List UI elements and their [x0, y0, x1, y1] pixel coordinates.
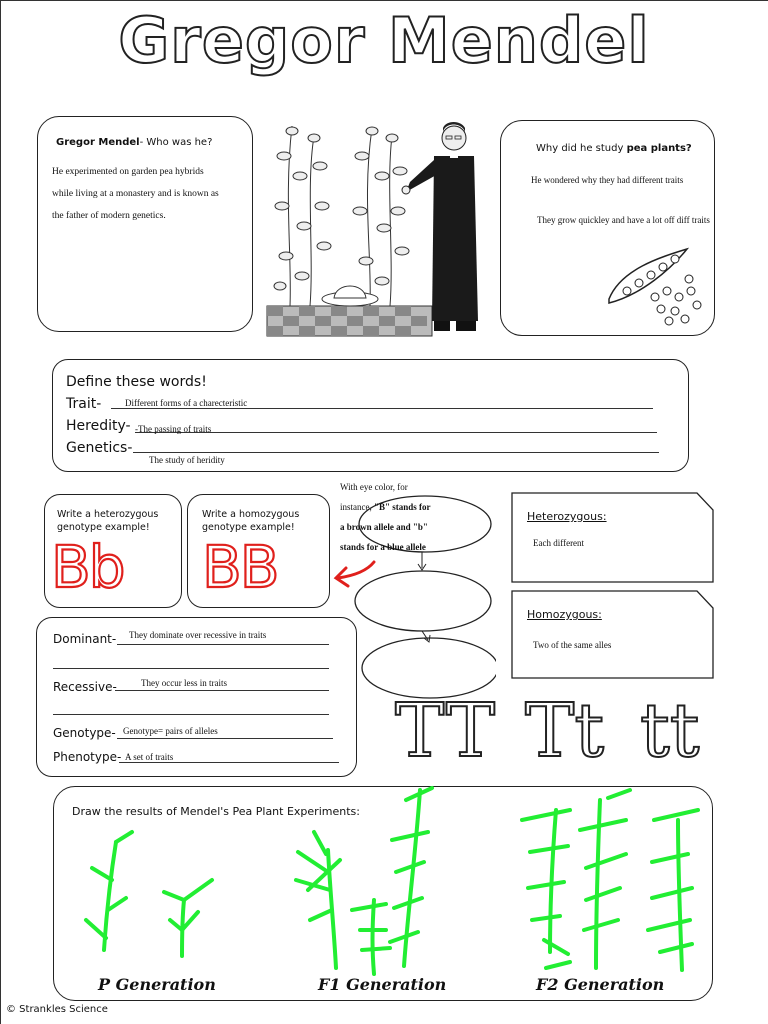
trait-line [111, 408, 653, 409]
hetero-example-box [44, 494, 182, 608]
genetics-answer: The study of heridity [149, 455, 225, 465]
homozygous-card-shape [511, 590, 715, 680]
genetics-line [133, 452, 659, 453]
genotype-label: Genotype- [53, 726, 116, 740]
heterozygous-answer: Each different [533, 538, 585, 548]
phenotype-label: Phenotype- [53, 750, 122, 764]
pea-pod-icon [601, 239, 709, 329]
heredity-label: Heredity- [66, 418, 131, 434]
genotype-answer: Genotype= pairs of alleles [123, 726, 218, 736]
p-generation-drawing [86, 832, 212, 956]
recessive-label: Recessive- [53, 680, 117, 694]
f1-generation-drawing [296, 788, 432, 974]
why-heading-bold: pea plants? [626, 143, 692, 154]
genotype-tt-dominant: TT [395, 688, 496, 774]
dominant-label: Dominant- [53, 632, 117, 646]
pea-plant-right [353, 127, 409, 306]
dominant-line-2 [53, 668, 329, 669]
homo-example-box [187, 494, 330, 608]
heredity-line [135, 432, 657, 433]
green-plant-drawings [60, 780, 710, 980]
homozygous-answer: Two of the same alles [533, 640, 612, 650]
dominant-line [117, 644, 329, 645]
phenotype-answer: A set of traits [125, 752, 174, 762]
why-answer-2: They grow quickley and have a lot off diff traits [537, 215, 710, 225]
recessive-answer: They occur less in traits [141, 678, 227, 688]
hetero-prompt-1: Write a heterozygous [57, 509, 159, 520]
who-heading-rest: - Who was he? [139, 137, 213, 148]
terms-box [36, 617, 357, 777]
genetics-label: Genetics- [66, 440, 133, 456]
eye-color-line-4: stands for a blue allele [340, 542, 426, 552]
genotype-tt-hetero: Tt [525, 688, 605, 774]
trait-label: Trait- [66, 396, 102, 412]
who-line-3: the father of modern genetics. [52, 211, 166, 221]
eye-color-line-2b: "B" stands for [374, 502, 431, 512]
homozygous-heading: Homozygous: [527, 608, 602, 621]
why-pea-plants-box [500, 120, 715, 336]
genotype-tt-recessive: tt [640, 688, 700, 774]
hetero-answer: Bb [51, 533, 124, 601]
why-heading-rest: Why did he study [536, 143, 627, 154]
define-words-box [52, 359, 689, 472]
pea-plant-left [274, 126, 331, 306]
why-heading [536, 143, 692, 154]
homo-prompt-2: genotype example! [202, 522, 295, 533]
homo-answer: BB [202, 533, 278, 601]
eye-color-line-3: a brown allele and "b" [340, 522, 428, 532]
eye-color-line-2a: instance, [340, 502, 374, 512]
hetero-prompt-2: genotype example! [57, 522, 150, 533]
checkered-planter [267, 306, 432, 336]
who-heading [56, 137, 212, 148]
heterozygous-heading: Heterozygous: [527, 510, 607, 523]
copyright-text: © Strankles Science [6, 1004, 108, 1015]
define-heading: Define these words! [66, 374, 207, 390]
hat [322, 286, 378, 306]
page-top-border [0, 0, 768, 1]
who-heading-name: Gregor Mendel [56, 137, 140, 148]
f2-generation-label: F2 Generation [536, 975, 665, 994]
f2-generation-drawing [522, 790, 698, 970]
trait-answer: Different forms of a charecteristic [125, 398, 248, 408]
p-generation-label: P Generation [98, 975, 216, 994]
page-left-border [0, 0, 1, 1024]
f1-generation-label: F1 Generation [318, 975, 447, 994]
experiments-heading: Draw the results of Mendel's Pea Plant Experiments: [72, 805, 360, 818]
homo-prompt-1: Write a homozygous [202, 509, 300, 520]
who-was-he-box [37, 116, 253, 332]
eye-color-line-2 [340, 502, 431, 512]
who-line-1: He experimented on garden pea hybrids [52, 167, 204, 177]
recessive-line-2 [53, 714, 329, 715]
genotype-line [117, 738, 333, 739]
dominant-answer: They dominate over recessive in traits [129, 630, 267, 640]
eye-color-line-1: With eye color, for [340, 482, 408, 492]
page-title: Gregor Mendel [118, 4, 650, 77]
gregor-mendel-figure [402, 122, 478, 331]
phenotype-line [119, 762, 339, 763]
mendel-illustration [262, 116, 482, 338]
heredity-answer: -The passing of traits [135, 424, 212, 434]
who-line-2: while living at a monastery and is known as [52, 189, 219, 199]
why-answer-1: He wondered why they had different traits [531, 175, 684, 185]
recessive-line [115, 690, 329, 691]
